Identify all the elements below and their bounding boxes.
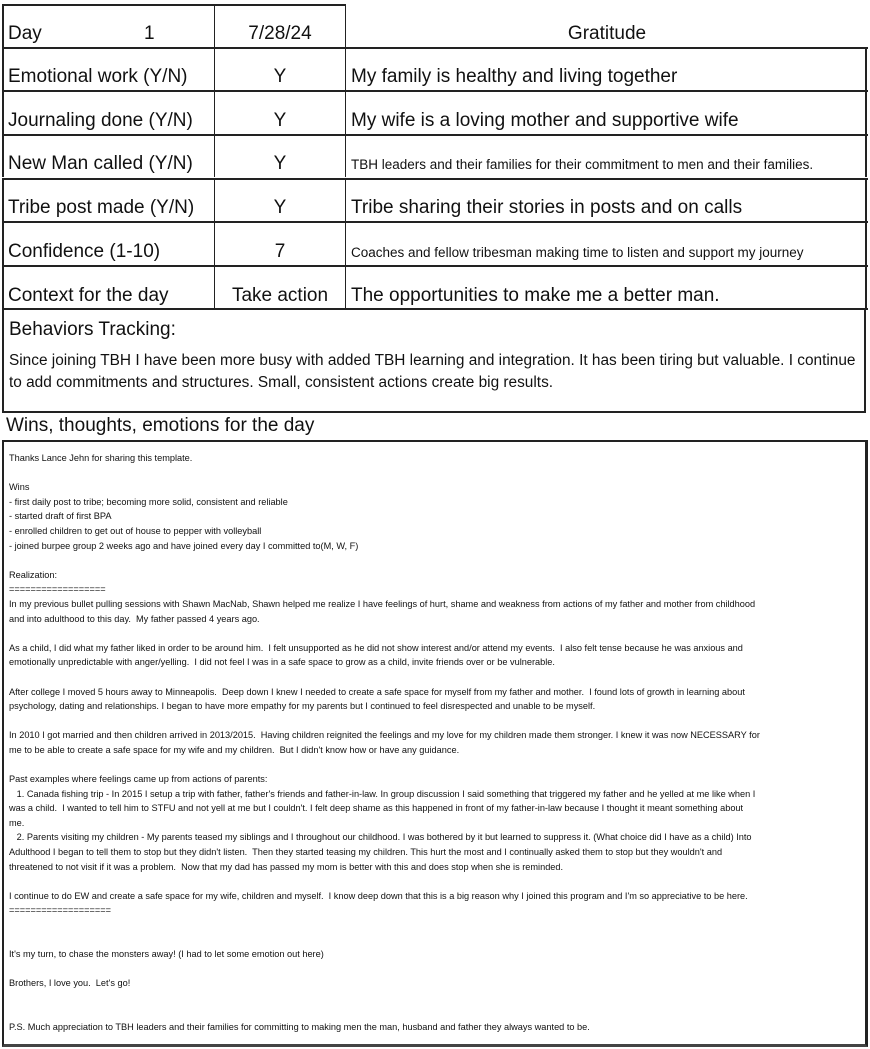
table-row [2, 134, 868, 177]
gratitude-heading-cell [346, 4, 868, 47]
journal-line: 2. Parents visiting my children - My parents teased my siblings and I throughout our childhood. I was bothered by it but learned to suppress it. (What choice did I have as a child) Into [9, 832, 752, 843]
table-row [2, 47, 868, 90]
journal-line: me to be able to create a safe space for my wife and my children. But I didn't know how or have any guidance. [9, 744, 460, 755]
journal-line: - joined burpee group 2 weeks ago and have joined every day I committed to(M, W, F) [9, 540, 359, 551]
behaviors-heading: Behaviors Tracking: [9, 319, 176, 340]
journal-line: psychology, dating and relationships. I began to have more empathy for my parents but I continued to feel disrespected and unable to be myself. [9, 701, 596, 712]
journal-line [9, 962, 865, 977]
journal-line: I continue to do EW and create a safe space for my wife, children and myself. I know deep down that this is a big reason why I joined this program and I'm so appreciative to be here. [9, 890, 748, 901]
row-label: Confidence (1-10) [2, 222, 214, 265]
row-value[interactable]: Y [214, 47, 345, 90]
gratitude-entry[interactable]: My wife is a loving mother and supportive wife [345, 91, 867, 134]
gratitude-entry[interactable]: Tribe sharing their stories in posts and on calls [345, 178, 867, 221]
journal-line: ================== [9, 584, 106, 595]
journal-line: - started draft of first BPA [9, 511, 112, 522]
gratitude-heading: Gratitude [567, 23, 647, 44]
date-value: 7/28/24 [248, 23, 312, 44]
journal-line: In my previous bullet pulling sessions with Shawn MacNab, Shawn helped me realize I have feelings of hurt, shame and weakness from actions of my father and mother from childhood [9, 598, 756, 609]
table-row [2, 265, 868, 309]
gratitude-entry[interactable]: The opportunities to make me a better man. [345, 265, 867, 309]
journal-line [9, 874, 865, 889]
row-value[interactable]: Y [214, 134, 345, 177]
day-label: Day [8, 23, 42, 44]
journal-line: emotionally unpredictable with anger/yelling. I did not feel I was in a safe space to grow as a child, invite friends over or be vulnerable. [9, 657, 555, 668]
journal-line: P.S. Much appreciation to TBH leaders and their families for committing to making men the man, husband and father they always wanted to be. [9, 1022, 590, 1033]
journal-line [9, 918, 865, 933]
journal-line [9, 466, 865, 481]
journal-line: was a child. I wanted to tell him to STFU and not yell at me but I couldn't. I felt deep shame as this happened in front of my father-in-law because I thought it meant something about [9, 803, 744, 814]
gratitude-entry[interactable]: My family is healthy and living together [345, 47, 867, 90]
journal-line: and into adulthood to this day. My father passed 4 years ago. [9, 613, 260, 624]
row-label: Emotional work (Y/N) [2, 47, 214, 90]
journal-line: =================== [9, 905, 111, 916]
journal-line: Realization: [9, 569, 58, 580]
journal-line [9, 626, 865, 641]
journal-line: Thanks Lance Jehn for sharing this template. [9, 453, 193, 463]
journal-line: - enrolled children to get out of house to pepper with volleyball [9, 525, 262, 536]
header-row [2, 4, 868, 47]
date-cell[interactable] [214, 4, 346, 47]
journal-line: Past examples where feelings came up from actions of parents: [9, 774, 268, 785]
row-value[interactable]: 7 [214, 222, 345, 265]
table-row [2, 222, 868, 265]
journal-line: Wins [9, 482, 30, 493]
journal-line: In 2010 I got married and then children arrived in 2013/2015. Having children reignited the feelings and my love for my children made them stronger. I knew it was now NECESSARY for [9, 730, 760, 741]
table-row [2, 91, 868, 134]
table-row [2, 178, 868, 221]
row-value[interactable]: Y [214, 178, 345, 221]
row-label: Journaling done (Y/N) [2, 91, 214, 134]
day-number: 1 [144, 23, 155, 44]
journal-line [9, 933, 865, 948]
gratitude-entry[interactable]: Coaches and fellow tribesman making time to listen and support my journey [345, 222, 867, 265]
journal-line [9, 553, 865, 568]
journal-line: As a child, I did what my father liked in order to be around him. I felt unsupported as he did not show interest and/or attend my events. I also felt tense because he was anxious and [9, 642, 743, 653]
journal-line: threatened to not visit if it was a problem. Now that my dad has passed my mom is better with this and does stop when she is reminded. [9, 861, 564, 872]
journal-line: - first daily post to tribe; becoming more solid, consistent and reliable [9, 496, 288, 507]
journal-line [9, 670, 865, 685]
behaviors-text: Since joining TBH I have been more busy with added TBH learning and integration. It has been tiring but valuable. I continue to add commitments and structures. Small, consistent actions create big results. [9, 352, 856, 391]
journal-line [9, 714, 865, 729]
row-value[interactable]: Take action [214, 265, 345, 309]
gratitude-entry[interactable]: TBH leaders and their families for their commitment to men and their families. [345, 134, 867, 177]
journal-line [9, 1006, 865, 1021]
row-label: Tribe post made (Y/N) [2, 178, 214, 221]
journal-line: It's my turn, to chase the monsters away! (I had to let some emotion out here) [9, 949, 324, 960]
journal-line: me. [9, 817, 25, 828]
journal-line: Brothers, I love you. Let's go! [9, 978, 131, 989]
day-cell[interactable] [2, 4, 214, 47]
journal-line [9, 991, 865, 1006]
behaviors-tracking-section[interactable] [2, 309, 866, 413]
wins-thoughts-box[interactable] [2, 440, 868, 1047]
wins-heading: Wins, thoughts, emotions for the day [6, 415, 315, 436]
journal-line: Adulthood I began to tell them to stop but they didn't listen. Then they started teasing my children. This hurt the most and I continually asked them to stop but they wouldn't and [9, 847, 723, 858]
journal-line [9, 757, 865, 772]
row-label: New Man called (Y/N) [2, 134, 214, 177]
row-label: Context for the day [2, 265, 214, 309]
journal-line: After college I moved 5 hours away to Minneapolis. Deep down I knew I needed to create a safe space for myself from my father and mother. I found lots of growth in learning about [9, 686, 745, 697]
row-value[interactable]: Y [214, 91, 345, 134]
journal-line: 1. Canada fishing trip - In 2015 I setup a trip with father, father's friends and father-in-law. In group discussion I said something that triggered my father and he yelled at me like when I [9, 788, 756, 799]
